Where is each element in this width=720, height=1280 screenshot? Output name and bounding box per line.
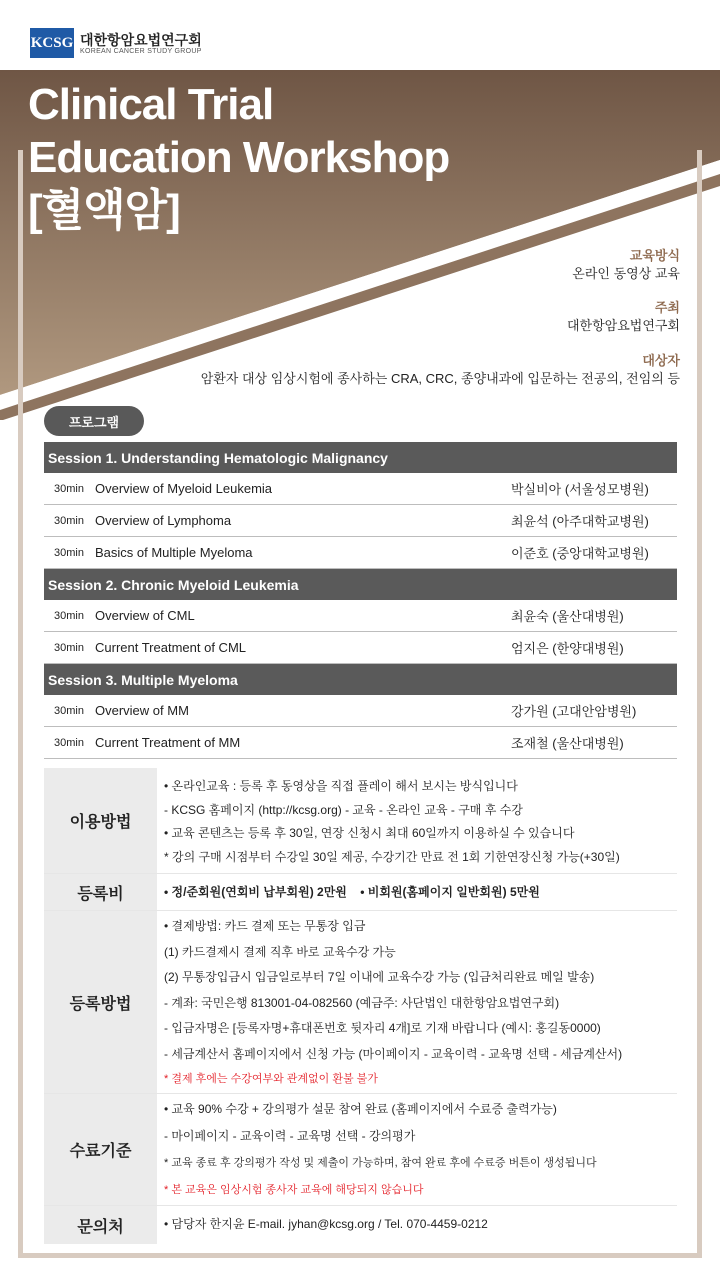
speaker: 박실비아 (서울성모병원) <box>511 482 649 497</box>
session-header: Session 1. Understanding Hematologic Malignancy <box>44 442 677 473</box>
completion-row <box>44 1094 677 1206</box>
completion-line: * 교육 종료 후 강의평가 작성 및 제출이 가능하며, 참여 완료 후에 수료증 버튼이 생성됩니다 <box>164 1157 597 1169</box>
table-row <box>44 600 677 632</box>
info-label: 대상자 <box>642 353 680 368</box>
org-name-ko: 대한항암요법연구회 <box>80 31 202 48</box>
contact-body: • 담당자 한지윤 E-mail. jyhan@kcsg.org / Tel. 070-4459-0212 <box>164 1217 488 1231</box>
completion-warning: * 본 교육은 임상시험 종사자 교육에 해당되지 않습니다 <box>164 1184 424 1196</box>
org-name-en: KOREAN CANCER STUDY GROUP <box>80 47 202 55</box>
speaker: 최윤숙 (울산대병원) <box>511 609 624 624</box>
register-row <box>44 911 677 1094</box>
topic: Current Treatment of MM <box>95 735 241 750</box>
topic: Current Treatment of CML <box>95 640 246 655</box>
completion-line: - 마이페이지 - 교육이력 - 교육명 선택 - 강의평가 <box>164 1129 416 1143</box>
usage-line: - KCSG 홈페이지 (http://kcsg.org) - 교육 - 온라인 교육 - 구매 후 수강 <box>164 802 523 817</box>
usage-heading: 이용방법 <box>44 768 158 873</box>
topic: Overview of CML <box>95 608 195 623</box>
usage-line: • 교육 콘텐츠는 등록 후 30일, 연장 신청시 최대 60일까지 이용하실 수 있습니다 <box>164 826 575 840</box>
register-line: (1) 카드결제시 결제 직후 바로 교육수강 가능 <box>164 944 396 959</box>
topic: Overview of Lymphoma <box>95 513 232 528</box>
duration: 30min <box>54 514 84 527</box>
info-label: 주최 <box>654 300 680 315</box>
register-line: • 결제방법: 카드 결제 또는 무통장 입금 <box>164 919 366 933</box>
info-value: 암환자 대상 임상시험에 종사하는 CRA, CRC, 종양내과에 입문하는 전공의, 전임의 등 <box>200 371 680 386</box>
table-row <box>44 505 677 537</box>
usage-row <box>44 768 677 874</box>
info-method <box>572 247 680 283</box>
fee-heading: 등록비 <box>44 874 158 910</box>
usage-line: * 강의 구매 시점부터 수강일 30일 제공, 수강기간 만료 전 1회 기한연장신청 가능(+30일) <box>164 849 620 864</box>
register-heading: 등록방법 <box>44 911 158 1093</box>
register-body <box>158 911 677 1093</box>
fee-row <box>44 874 677 911</box>
completion-line: • 교육 90% 수강 + 강의평가 설문 참여 완료 (홈페이지에서 수료증 출력가능) <box>164 1102 557 1116</box>
topic: Overview of Myeloid Leukemia <box>95 481 273 496</box>
register-line: (2) 무통장입금시 입금일로부터 7일 이내에 교육수강 가능 (입금처리완료 메일 발송) <box>164 970 595 984</box>
completion-heading: 수료기준 <box>44 1094 158 1205</box>
table-row <box>44 473 677 505</box>
contact-row <box>44 1206 677 1244</box>
title-line-3: [혈액암] <box>28 186 180 235</box>
duration: 30min <box>54 736 84 749</box>
title-line-2: Education Workshop <box>28 133 450 182</box>
register-line: - 세금계산서 홈페이지에서 신청 가능 (마이페이지 - 교육이력 - 교육명 선택 - 세금계산서) <box>164 1046 623 1061</box>
fee-body: • 정/준회원(연회비 납부회원) 2만원 • 비회원(홈페이지 일반회원) 5만원 <box>164 885 540 899</box>
table-row <box>44 695 677 727</box>
table-row <box>44 537 677 569</box>
duration: 30min <box>54 609 84 622</box>
duration: 30min <box>54 704 84 717</box>
title-line-1: Clinical Trial <box>28 80 274 129</box>
contact-heading: 문의처 <box>44 1206 158 1244</box>
program-table <box>44 442 677 759</box>
register-line: - 입금자명은 [등록자명+휴대폰번호 뒷자리 4개]로 기재 바랍니다 (예시: 홍길동0000) <box>164 1021 601 1035</box>
session-header: Session 3. Multiple Myeloma <box>44 664 677 695</box>
info-host <box>567 299 680 335</box>
session-header: Session 2. Chronic Myeloid Leukemia <box>44 569 677 600</box>
table-row <box>44 727 677 759</box>
topic: Basics of Multiple Myeloma <box>95 545 253 560</box>
usage-line: • 온라인교육 : 등록 후 동영상을 직접 플레이 해서 보시는 방식입니다 <box>164 779 518 793</box>
speaker: 최윤석 (아주대학교병원) <box>511 514 649 529</box>
kcsg-logo-mark: KCSG <box>30 28 74 58</box>
usage-body <box>158 768 677 873</box>
refund-warning: * 결제 후에는 수강여부와 관계없이 환불 불가 <box>164 1073 378 1085</box>
speaker: 조재철 (울산대병원) <box>511 736 624 751</box>
speaker: 강가원 (고대안암병원) <box>511 704 637 719</box>
logo <box>30 28 202 58</box>
info-audience <box>201 352 680 388</box>
program-label: 프로그램 <box>44 406 144 436</box>
topic: Overview of MM <box>95 703 189 718</box>
duration: 30min <box>54 482 84 495</box>
duration: 30min <box>54 641 84 654</box>
duration: 30min <box>54 546 84 559</box>
details-table <box>44 768 677 1244</box>
completion-body <box>158 1094 677 1205</box>
page-title <box>28 78 449 237</box>
info-value: 온라인 동영상 교육 <box>572 266 680 281</box>
table-row <box>44 632 677 664</box>
info-value: 대한항암요법연구회 <box>566 318 680 333</box>
register-line: - 계좌: 국민은행 813001-04-082560 (예금주: 사단법인 대한항암요법연구회) <box>164 995 560 1010</box>
speaker: 이준호 (중앙대학교병원) <box>511 546 649 561</box>
info-label: 교육방식 <box>629 248 680 263</box>
speaker: 엄지은 (한양대병원) <box>511 641 624 656</box>
